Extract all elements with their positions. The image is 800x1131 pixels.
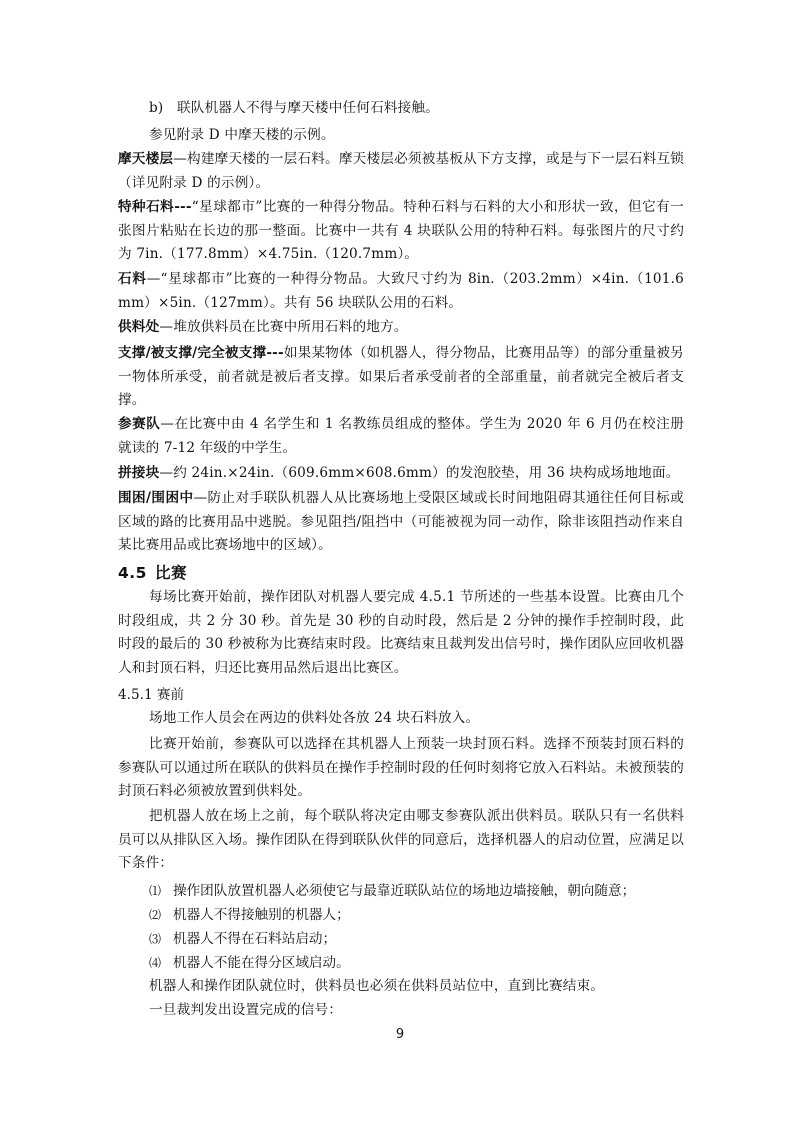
see-appendix-note: 参见附录 D 中摩天楼的示例。	[149, 127, 335, 143]
section-title: 比赛	[154, 564, 187, 582]
definition-team: 参赛队—在比赛中由 4 名学生和 1 名教练员组成的整体。学生为 2020 年 6 月仍在校注册就读的 7-12 年级的中学生。	[118, 416, 684, 456]
definition-trapping: 围困/围困中—防止对手联队机器人从比赛场地上受限区域或长时间地阻碍其通往任何目标或区域的路的比赛用品中逃脱。参见阻挡/阻挡中（可能被视为同一动作，除非该阻挡动作来自某比赛用品或比赛场地中的区域）。	[118, 490, 684, 553]
definition-text: 构建摩天楼的一层石料。摩天楼层必须被基板从下方支撑，或是与下一层石料互锁（详见附录 D 的示例）。	[118, 151, 684, 191]
list-marker: b)	[149, 100, 164, 116]
condition-item	[149, 951, 350, 971]
list-item-b	[149, 97, 684, 121]
paragraph-preload: 比赛开始前，参赛队可以选择在其机器人上预装一块封顶石料。选择不预装封顶石料的参赛队可以通过所在联队的供料员在操作手控制时段的任何时刻将它放入石料站。未被预装的封顶石料必须被放置到供料处。	[118, 736, 684, 799]
page-number: 9	[395, 1027, 405, 1042]
definition-text: 约 24in.×24in.（609.6mm×608.6mm）的发泡胶垫，用 36 块构成场地地面。	[173, 465, 680, 481]
subsection-heading: 4.5.1 赛前	[118, 687, 185, 703]
definition-supported: 支撑/被支撑/完全被支撑---如果某物体（如机器人，得分物品，比赛用品等）的部分重量被另一物体所承受，前者就是被后者支撑。如果后者承受前者的全部重量，前者就完全被后者支撑。	[118, 345, 684, 408]
definition-term: 支撑/被支撑/完全被支撑	[118, 345, 267, 361]
definition-term: 拼接块	[118, 465, 160, 481]
condition-marker: ⑷	[149, 956, 162, 970]
section-heading	[118, 561, 195, 583]
condition-item	[149, 903, 350, 923]
condition-marker: ⑴	[149, 884, 162, 898]
definition-term: 围困/围困中	[118, 490, 194, 506]
condition-text: 机器人不能在得分区域启动。	[173, 955, 350, 971]
paragraph-loader-station: 机器人和操作团队就位时，供料员也必须在供料员站位中，直到比赛结束。	[149, 978, 605, 994]
definition-term: 石料	[118, 271, 147, 287]
definition-term: 特种石料	[118, 199, 175, 215]
paragraph-supply: 场地工作人员会在两边的供料处各放 24 块石料放入。	[149, 710, 480, 726]
section-intro: 每场比赛开始前，操作团队对机器人要完成 4.5.1 节所述的一些基本设置。比赛由几个时段组成，共 2 分 30 秒。首先是 30 秒的自动时段，然后是 2 分钟的操作手控制时段，此时段的最后的 30 秒被称为比赛结束时段。比赛结束且裁判发出信号时，操作团队应回收机器人和封顶石料，归还比赛用品然后退出比赛区。	[118, 589, 684, 676]
definition-stone: 石料—“星球都市”比赛的一种得分物品。大致尺寸约为 8in.（203.2mm）×4in.（101.6 mm）×5in.（127mm）。共有 56 块联队公用的石料。	[118, 271, 685, 311]
definition-supply-area: 供料处—堆放供料员在比赛中所用石料的地方。	[118, 319, 408, 335]
paragraph-placement: 把机器人放在场上之前，每个联队将决定由哪支参赛队派出供料员。联队只有一名供料员可以从排队区入场。操作团队在得到联队伙伴的同意后，选择机器人的启动位置，应满足以下条件：	[118, 808, 684, 871]
condition-item	[149, 879, 635, 899]
definition-term: 供料处	[118, 319, 160, 335]
paragraph-setup-signal: 一旦裁判发出设置完成的信号：	[149, 1002, 343, 1018]
definition-text: 防止对手联队机器人从比赛场地上受限区域或长时间地阻碍其通往任何目标或区域的路的比赛用品中逃脱。参见阻挡/阻挡中（可能被视为同一动作，除非该阻挡动作来自某比赛用品或比赛场地中的区域）。	[118, 490, 684, 553]
definition-tile: 拼接块—约 24in.×24in.（609.6mm×608.6mm）的发泡胶垫，用 36 块构成场地地面。	[118, 465, 680, 481]
condition-marker: ⑶	[149, 932, 162, 946]
section-number: 4.5	[118, 564, 147, 582]
definition-term: 摩天楼层	[118, 151, 174, 167]
condition-text: 机器人不得接触别的机器人；	[173, 907, 350, 923]
condition-marker: ⑵	[149, 908, 162, 922]
definition-text: 如果某物体（如机器人，得分物品，比赛用品等）的部分重量被另一物体所承受，前者就是被后者支撑。如果后者承受前者的全部重量，前者就完全被后者支撑。	[118, 345, 684, 408]
definition-skyscraper-level: 摩天楼层—构建摩天楼的一层石料。摩天楼层必须被基板从下方支撑，或是与下一层石料互锁（详见附录 D 的示例）。	[118, 151, 684, 191]
list-text: 联队机器人不得与摩天楼中任何石料接触。	[176, 100, 440, 116]
condition-item	[149, 927, 336, 947]
condition-text: 机器人不得在石料站启动；	[173, 931, 337, 947]
definition-text: 在比赛中由 4 名学生和 1 名教练员组成的整体。学生为 2020 年 6 月仍在校注册就读的 7-12 年级的中学生。	[118, 416, 684, 456]
definition-text: “星球都市”比赛的一种得分物品。大致尺寸约为 8in.（203.2mm）×4in.（101.6 mm）×5in.（127mm）。共有 56 块联队公用的石料。	[118, 271, 685, 311]
definition-text: 堆放供料员在比赛中所用石料的地方。	[173, 319, 408, 335]
definition-special-stone: 特种石料---“星球都市”比赛的一种得分物品。特种石料与石料的大小和形状一致，但它有一张图片粘贴在长边的那一整面。比赛中一共有 4 块联队公用的特种石料。每张图片的尺寸约为 7in.（177.8mm）×4.75in.（120.7mm）。	[118, 199, 684, 262]
definition-term: 参赛队	[118, 416, 161, 432]
condition-text: 操作团队放置机器人必须使它与最靠近联队站位的场地边墙接触，朝向随意；	[173, 883, 636, 899]
definition-text: “星球都市”比赛的一种得分物品。特种石料与石料的大小和形状一致，但它有一张图片粘贴在长边的那一整面。比赛中一共有 4 块联队公用的特种石料。每张图片的尺寸约为 7in.（177.8mm）×4.75in.（120.7mm）。	[118, 199, 684, 262]
